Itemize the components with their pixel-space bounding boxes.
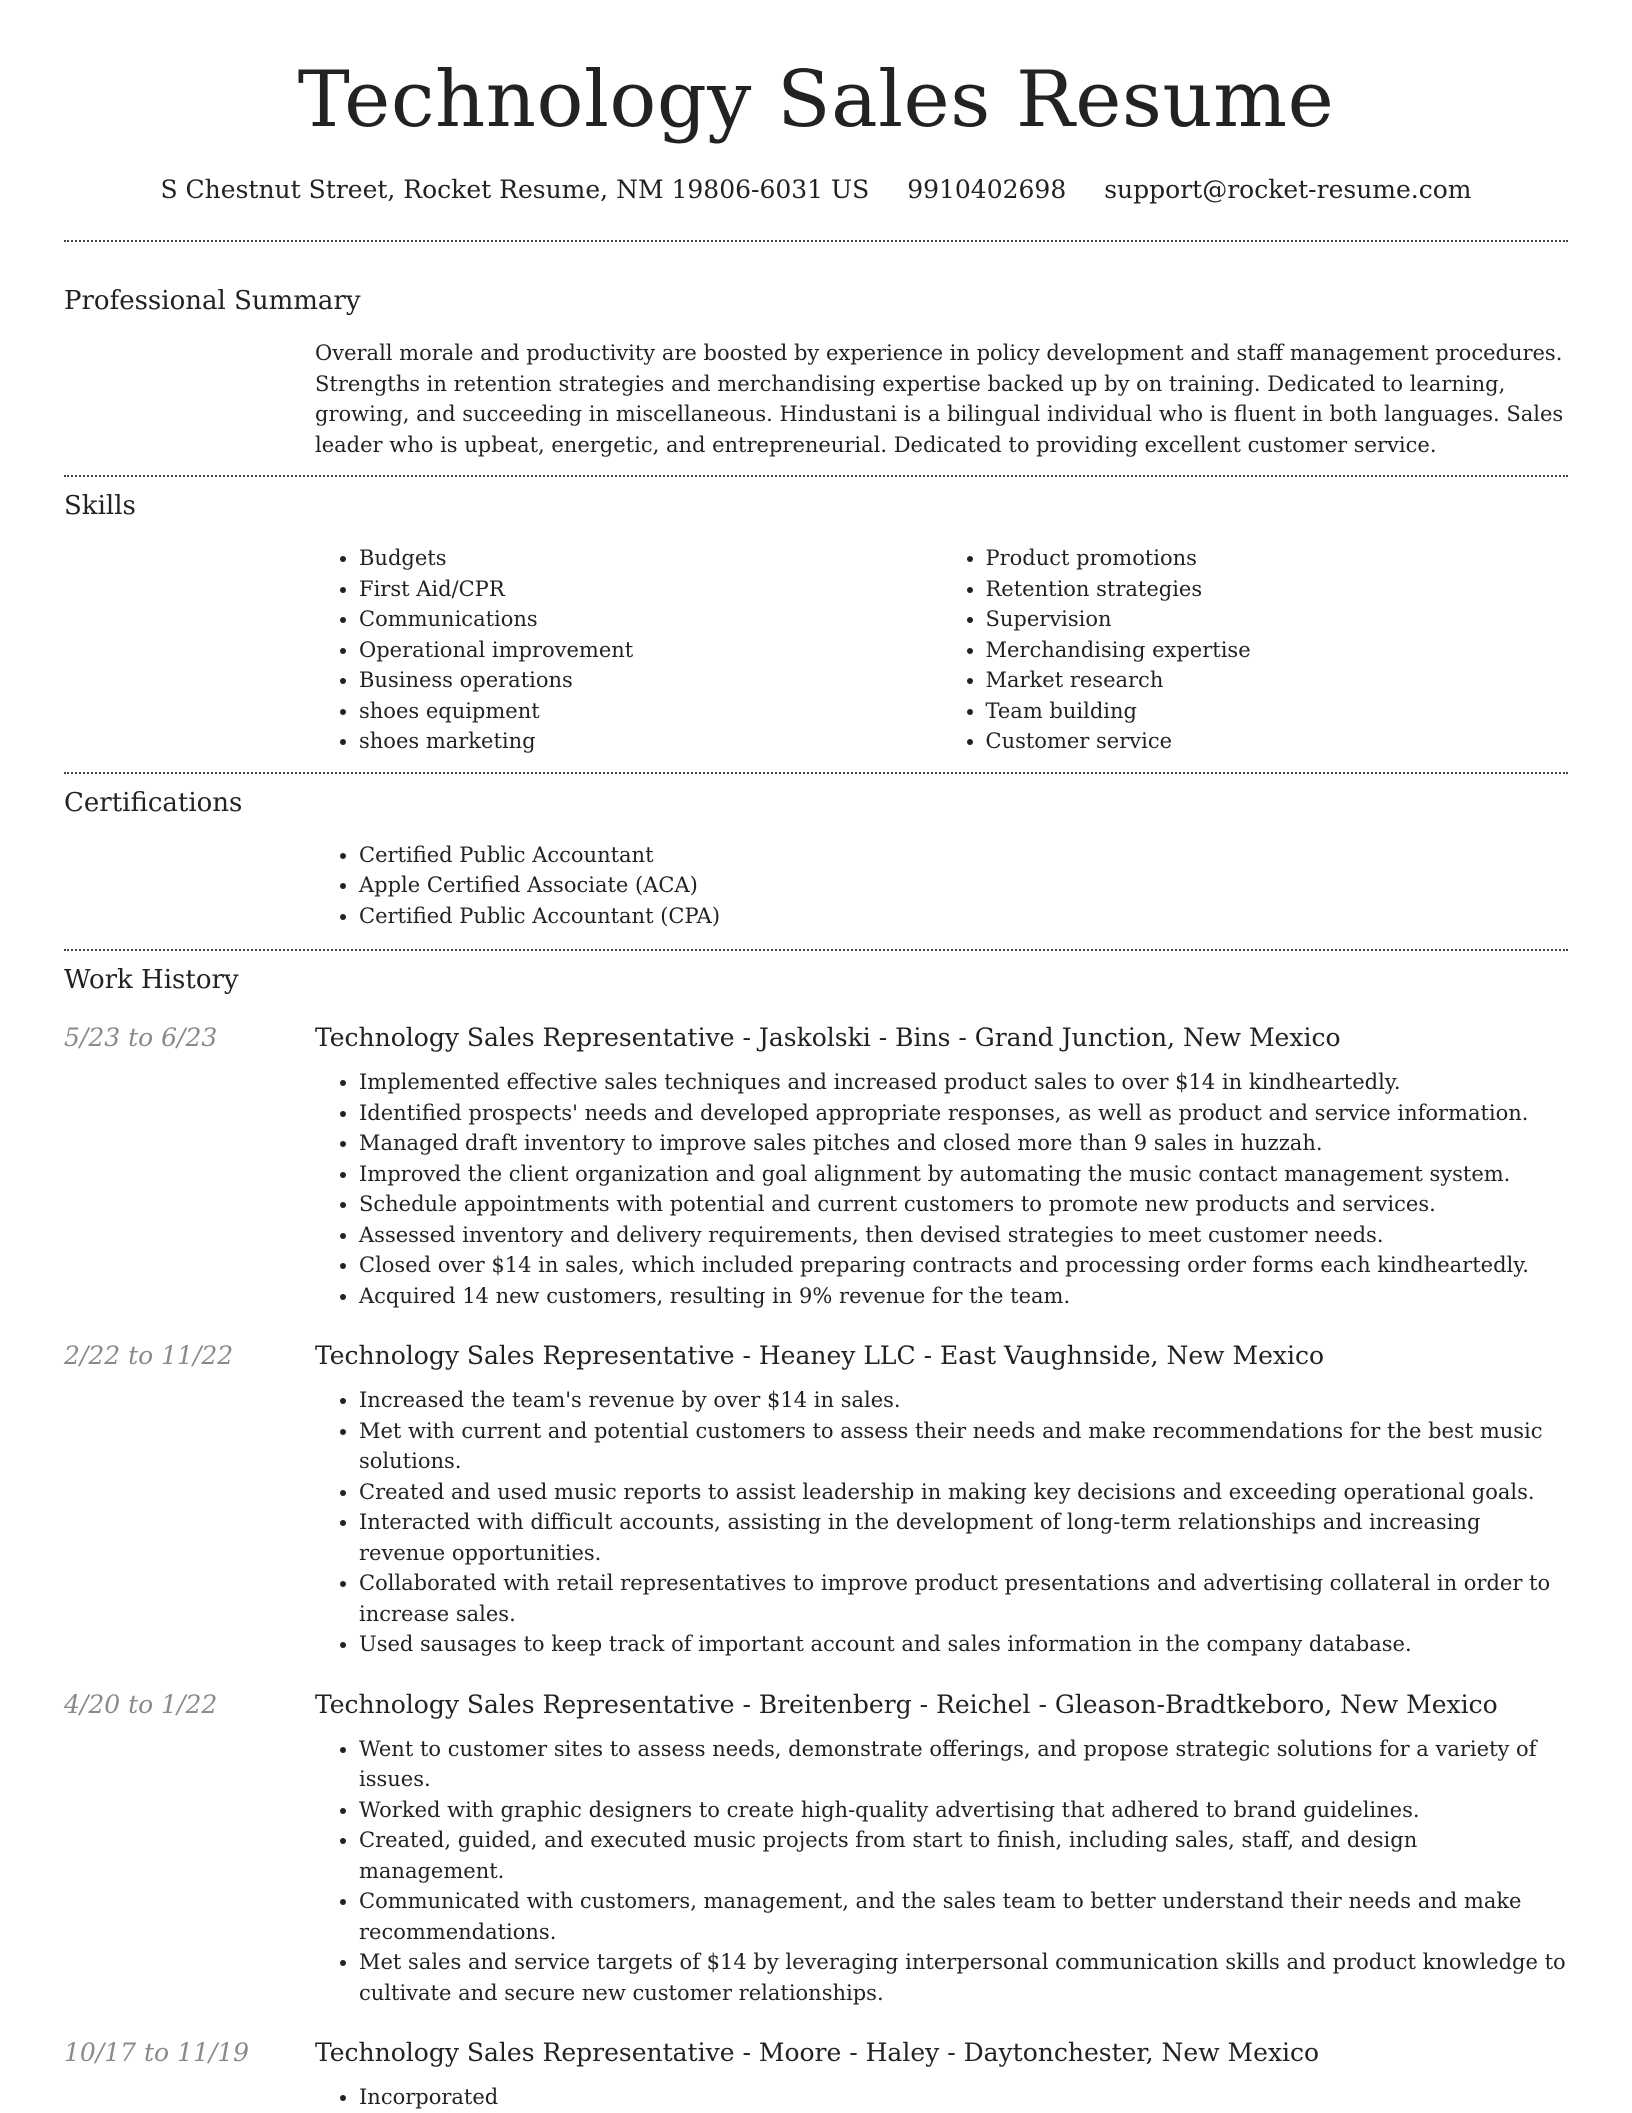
job-title: Technology Sales Representative - Moore - Haley - Daytonchester, New Mexico xyxy=(315,2038,1320,2067)
job-entry xyxy=(64,1688,1568,2009)
job-bullet: • Managed draft inventory to improve sales pitches and closed more than 9 sales in huzzah. xyxy=(359,1128,1568,1159)
summary-text: Overall morale and productivity are boosted by experience in policy development and staff management procedures. Strengths in retention strategies and merchandising expertise backed up by on training. Dedicated to learning, growing, and succeeding in miscellaneous. Hindustani is a bilingual individual who is fluent in both languages. Sales leader who is upbeat, energetic, and entrepreneurial. Dedicated to providing excellent customer service. xyxy=(315,341,1564,457)
job-bullets xyxy=(315,1734,1568,2009)
skill-item: • Operational improvement xyxy=(359,635,942,666)
skill-item: • shoes marketing xyxy=(359,726,942,757)
job-bullet: • Worked with graphic designers to create high-quality advertising that adhered to brand guidelines. xyxy=(359,1795,1568,1826)
job-bullet: • Used sausages to keep track of important account and sales information in the company database. xyxy=(359,1629,1568,1660)
job-bullet: • Improved the client organization and goal alignment by automating the music contact management system. xyxy=(359,1159,1568,1190)
job-bullet: • Communicated with customers, management, and the sales team to better understand their needs and make recommendations. xyxy=(359,1886,1568,1947)
job-entry xyxy=(64,2036,1568,2113)
job-bullet: • Collaborated with retail representatives to improve product presentations and advertising collateral in order to increase sales. xyxy=(359,1568,1568,1629)
skill-item: • Communications xyxy=(359,604,942,635)
skill-item: • First Aid/CPR xyxy=(359,574,942,605)
contact-address: S Chestnut Street, Rocket Resume, NM 19806-6031 US xyxy=(160,175,870,204)
certifications-heading: Certifications xyxy=(64,787,243,818)
summary-heading: Professional Summary xyxy=(64,286,361,316)
job-bullet: • Implemented effective sales techniques and increased product sales to over $14 in kindheartedly. xyxy=(359,1067,1568,1098)
job-title: Technology Sales Representative - Heaney LLC - East Vaughnside, New Mexico xyxy=(315,1341,1325,1370)
skill-item: • Supervision xyxy=(986,604,1569,635)
job-header xyxy=(64,2036,1568,2070)
certifications-body xyxy=(315,840,1568,932)
skill-item: • shoes equipment xyxy=(359,696,942,727)
certification-item: • Apple Certified Associate (ACA) xyxy=(359,870,1568,901)
job-header xyxy=(64,1339,1568,1373)
skill-item: • Team building xyxy=(986,696,1569,727)
job-bullet: • Interacted with difficult accounts, assisting in the development of long-term relationships and increasing revenue opportunities. xyxy=(359,1507,1568,1568)
job-bullets xyxy=(315,2082,1568,2113)
job-date: 10/17 to 11/19 xyxy=(64,2038,250,2067)
work-history-section xyxy=(64,963,1568,2113)
skills-divider xyxy=(64,772,1568,774)
job-bullet: • Schedule appointments with potential and current customers to promote new products and services. xyxy=(359,1189,1568,1220)
job-bullet: • Assessed inventory and delivery requirements, then devised strategies to meet customer needs. xyxy=(359,1220,1568,1251)
summary-divider xyxy=(64,475,1568,477)
certification-item: • Certified Public Accountant (CPA) xyxy=(359,901,1568,932)
skill-item: • Customer service xyxy=(986,726,1569,757)
job-header xyxy=(64,1021,1568,1055)
skill-item: • Budgets xyxy=(359,543,942,574)
job-bullet: • Incorporated xyxy=(359,2082,1568,2113)
skill-item: • Market research xyxy=(986,665,1569,696)
certifications-section xyxy=(64,786,1568,932)
skill-item: • Merchandising expertise xyxy=(986,635,1569,666)
certifications-list xyxy=(315,840,1568,932)
job-bullet: • Acquired 14 new customers, resulting in 9% revenue for the team. xyxy=(359,1281,1568,1312)
header-divider xyxy=(64,240,1568,242)
resume-title: Technology Sales Resume xyxy=(297,55,1335,145)
summary-body xyxy=(315,338,1568,460)
skills-heading: Skills xyxy=(64,491,136,521)
work-history-heading: Work History xyxy=(64,965,239,995)
job-bullets xyxy=(315,1067,1568,1311)
contact-line xyxy=(64,174,1568,206)
skills-section xyxy=(64,489,1568,757)
job-bullet: • Identified prospects' needs and developed appropriate responses, as well as product and service information. xyxy=(359,1098,1568,1129)
skills-list-right xyxy=(942,543,1569,757)
job-bullet: • Met with current and potential customers to assess their needs and make recommendations for the best music solutions. xyxy=(359,1416,1568,1477)
job-bullet: • Met sales and service targets of $14 by leveraging interpersonal communication skills and product knowledge to cultivate and secure new customer relationships. xyxy=(359,1947,1568,2008)
job-entry xyxy=(64,1021,1568,1311)
job-header xyxy=(64,1688,1568,1722)
job-bullet: • Increased the team's revenue by over $14 in sales. xyxy=(359,1385,1568,1416)
job-bullets xyxy=(315,1385,1568,1660)
skill-item: • Product promotions xyxy=(986,543,1569,574)
job-bullet: • Created and used music reports to assist leadership in making key decisions and exceeding operational goals. xyxy=(359,1477,1568,1508)
job-bullet: • Closed over $14 in sales, which included preparing contracts and processing order forms each kindheartedly. xyxy=(359,1250,1568,1281)
job-bullet: • Went to customer sites to assess needs, demonstrate offerings, and propose strategic solutions for a variety of issues. xyxy=(359,1734,1568,1795)
job-date: 5/23 to 6/23 xyxy=(64,1023,218,1052)
job-title: Technology Sales Representative - Jaskolski - Bins - Grand Junction, New Mexico xyxy=(315,1023,1341,1052)
contact-phone: 9910402698 xyxy=(907,175,1067,204)
job-date: 4/20 to 1/22 xyxy=(64,1689,218,1719)
resume-page xyxy=(64,0,1568,2113)
job-title: Technology Sales Representative - Breitenberg - Reichel - Gleason-Bradtkeboro, New Mexico xyxy=(315,1689,1498,1719)
skill-item: • Business operations xyxy=(359,665,942,696)
skills-grid xyxy=(315,543,1568,757)
certifications-divider xyxy=(64,949,1568,951)
summary-section xyxy=(64,284,1568,460)
contact-email: support@rocket-resume.com xyxy=(1104,175,1472,204)
skill-item: • Retention strategies xyxy=(986,574,1569,605)
skills-list-left xyxy=(315,543,942,757)
job-entry xyxy=(64,1339,1568,1660)
job-bullet: • Created, guided, and executed music projects from start to finish, including sales, staff, and design management. xyxy=(359,1825,1568,1886)
certification-item: • Certified Public Accountant xyxy=(359,840,1568,871)
job-date: 2/22 to 11/22 xyxy=(64,1341,234,1370)
